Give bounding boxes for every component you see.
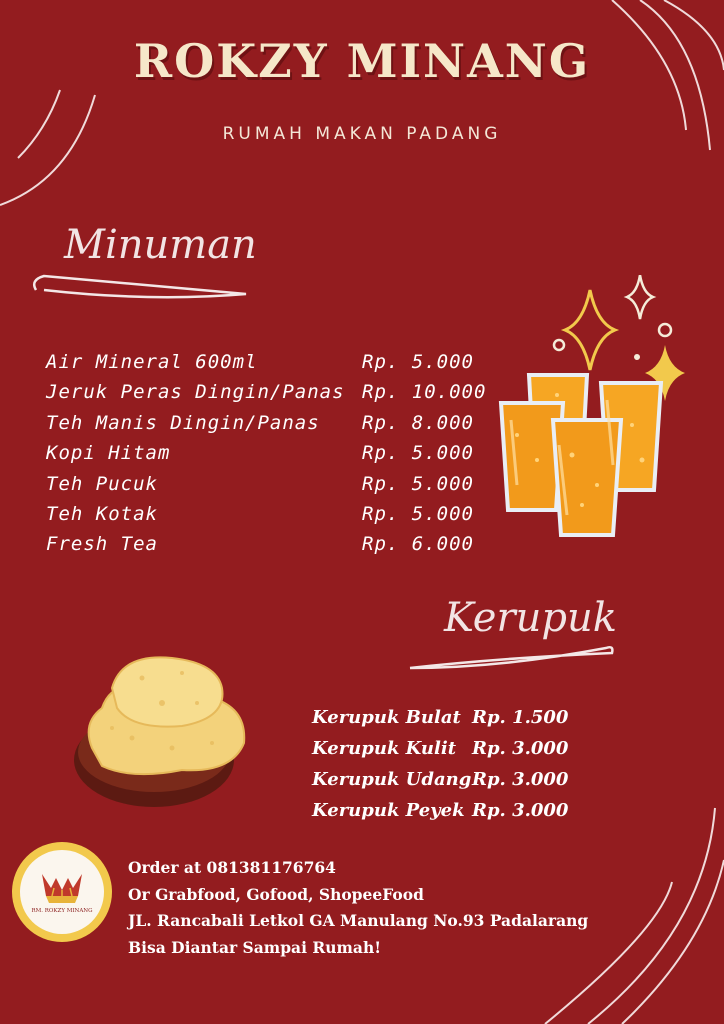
item-price: Rp. 3.000 xyxy=(472,738,569,759)
item-name: Air Mineral 600ml xyxy=(46,351,258,373)
order-phone: Order at 081381176764 xyxy=(128,858,336,877)
drinks-heading: Minuman xyxy=(64,222,257,268)
item-name: Jeruk Peras Dingin/Panas xyxy=(46,381,345,404)
rumah-gadang-roof-icon xyxy=(40,870,84,906)
item-price: Rp. 1.500 xyxy=(472,707,569,728)
item-price: Rp. 10.000 xyxy=(362,381,487,404)
item-price: Rp. 6.000 xyxy=(362,533,474,556)
item-name: Teh Manis Dingin/Panas xyxy=(46,411,320,434)
item-name: Kerupuk Udang xyxy=(312,769,472,790)
delivery-apps: Or Grabfood, Gofood, ShopeeFood xyxy=(128,884,424,904)
item-name: Kerupuk Kulit xyxy=(312,738,457,759)
item-price: Rp. 5.000 xyxy=(362,351,474,373)
restaurant-tagline: RUMAH MAKAN PADANG xyxy=(222,124,502,144)
item-price: Rp. 5.000 xyxy=(362,472,474,495)
delivery-note: Bisa Diantar Sampai Rumah! xyxy=(128,937,382,957)
menu-row xyxy=(46,469,486,499)
address: JL. Rancabali Letkol GA Manulang No.93 Padalarang xyxy=(128,911,589,930)
item-name: Kopi Hitam xyxy=(46,442,171,465)
menu-row xyxy=(46,529,486,559)
item-price: Rp. 3.000 xyxy=(472,800,569,821)
item-price: Rp. 8.000 xyxy=(362,411,474,434)
item-price: Rp. 5.000 xyxy=(362,502,474,525)
item-name: Teh Kotak xyxy=(46,502,158,525)
drinks-menu xyxy=(46,347,486,560)
menu-row xyxy=(312,702,568,733)
order-info xyxy=(128,855,588,961)
item-name: Teh Pucuk xyxy=(46,472,158,495)
crackers-heading: Kerupuk xyxy=(444,595,617,641)
item-price: Rp. 3.000 xyxy=(472,769,569,790)
logo-badge xyxy=(20,850,104,934)
item-name: Kerupuk Peyek xyxy=(312,800,465,821)
menu-row xyxy=(46,438,486,468)
menu-row xyxy=(312,795,568,826)
logo-text: RM. ROKZY MINANG xyxy=(31,908,93,914)
restaurant-name: ROKZY MINANG xyxy=(133,34,591,88)
restaurant-logo xyxy=(12,842,112,942)
menu-row xyxy=(46,347,486,377)
menu-row xyxy=(312,733,568,764)
menu-row xyxy=(46,408,486,438)
item-name: Fresh Tea xyxy=(46,533,158,556)
menu-row xyxy=(46,499,486,529)
item-name: Kerupuk Bulat xyxy=(312,707,461,728)
crackers-menu xyxy=(312,702,568,826)
crackers-bowl-icon xyxy=(72,648,257,813)
menu-row xyxy=(46,377,486,407)
menu-row xyxy=(312,764,568,795)
item-price: Rp. 5.000 xyxy=(362,442,474,465)
juice-glasses-icon xyxy=(497,365,667,540)
